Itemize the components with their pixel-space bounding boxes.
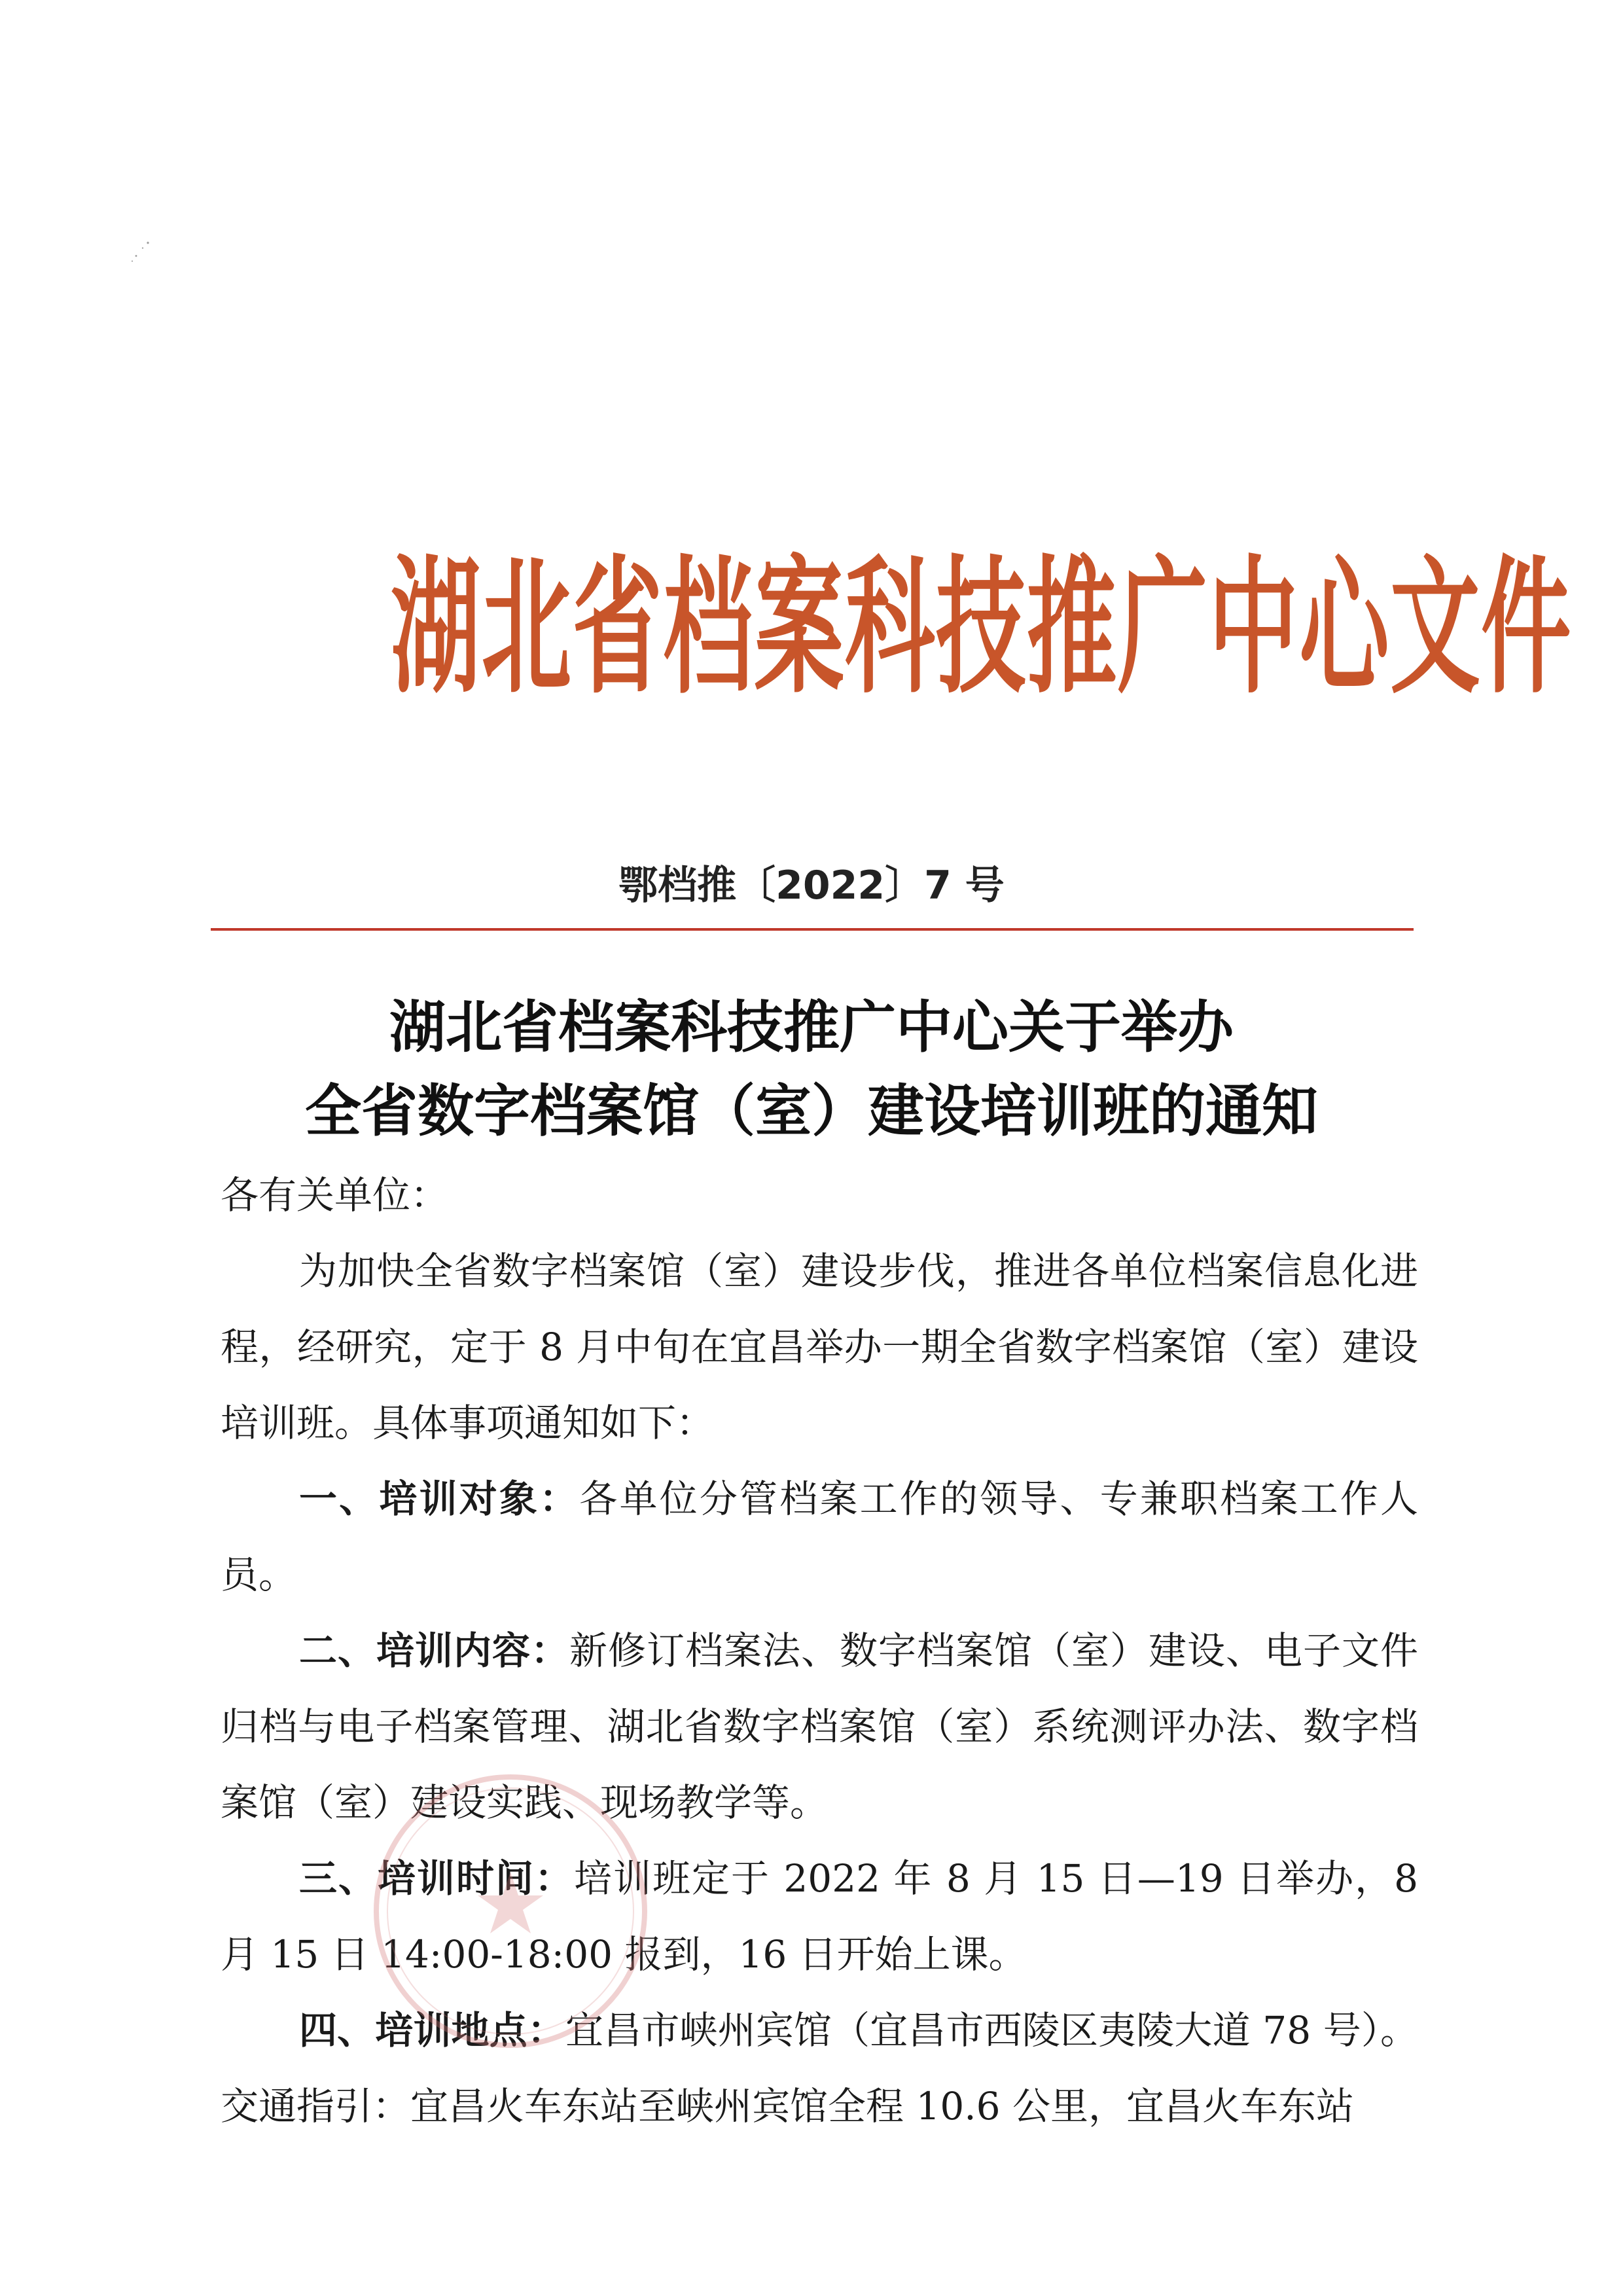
notice-title-line-1: 湖北省档案科技推广中心关于举办 bbox=[389, 995, 1234, 1060]
intro-paragraph: 为加快全省数字档案馆（室）建设步伐，推进各单位档案信息化进程，经研究，定于 8 月中旬在宜昌举办一期全省数字档案馆（室）建设培训班。具体事项通知如下： bbox=[221, 1249, 1418, 1445]
document-headline: 湖北省档案科技推广中心文件 bbox=[391, 542, 1572, 714]
salutation: 各有关单位： bbox=[221, 1173, 449, 1217]
section-text: 培训班定于 2022 年 8 月 15 日—19 日举办，8 月 15 日 14:00-18:00 报到，16 日开始上课。 bbox=[221, 1856, 1418, 1977]
section-label: 三、培训时间： bbox=[299, 1856, 574, 1901]
red-divider-line bbox=[211, 928, 1414, 931]
section-label: 四、培训地点： bbox=[299, 2008, 566, 2053]
document-number: 鄂档推〔2022〕7 号 bbox=[618, 863, 1005, 908]
section-text: 新修订档案法、数字档案馆（室）建设、电子文件归档与电子档案管理、湖北省数字档案馆（室）系统测评办法、数字档案馆（室）建设实践、现场教学等。 bbox=[221, 1628, 1418, 1825]
faint-seal-stamp bbox=[366, 1767, 654, 2055]
section-label: 一、培训对象： bbox=[299, 1477, 580, 1521]
scan-speck bbox=[128, 239, 154, 265]
section-text: 宜昌市峡州宾馆（宜昌市西陵区夷陵大道 78 号）。交通指引：宜昌火车东站至峡州宾馆全程 10.6 公里，宜昌火车东站 bbox=[221, 2008, 1418, 2128]
section-target bbox=[221, 1461, 1418, 1613]
section-text: 各单位分管档案工作的领导、专兼职档案工作人员。 bbox=[221, 1477, 1418, 1597]
section-label: 二、培训内容： bbox=[299, 1628, 569, 1673]
notice-title-line-2: 全省数字档案馆（室）建设培训班的通知 bbox=[305, 1079, 1318, 1144]
